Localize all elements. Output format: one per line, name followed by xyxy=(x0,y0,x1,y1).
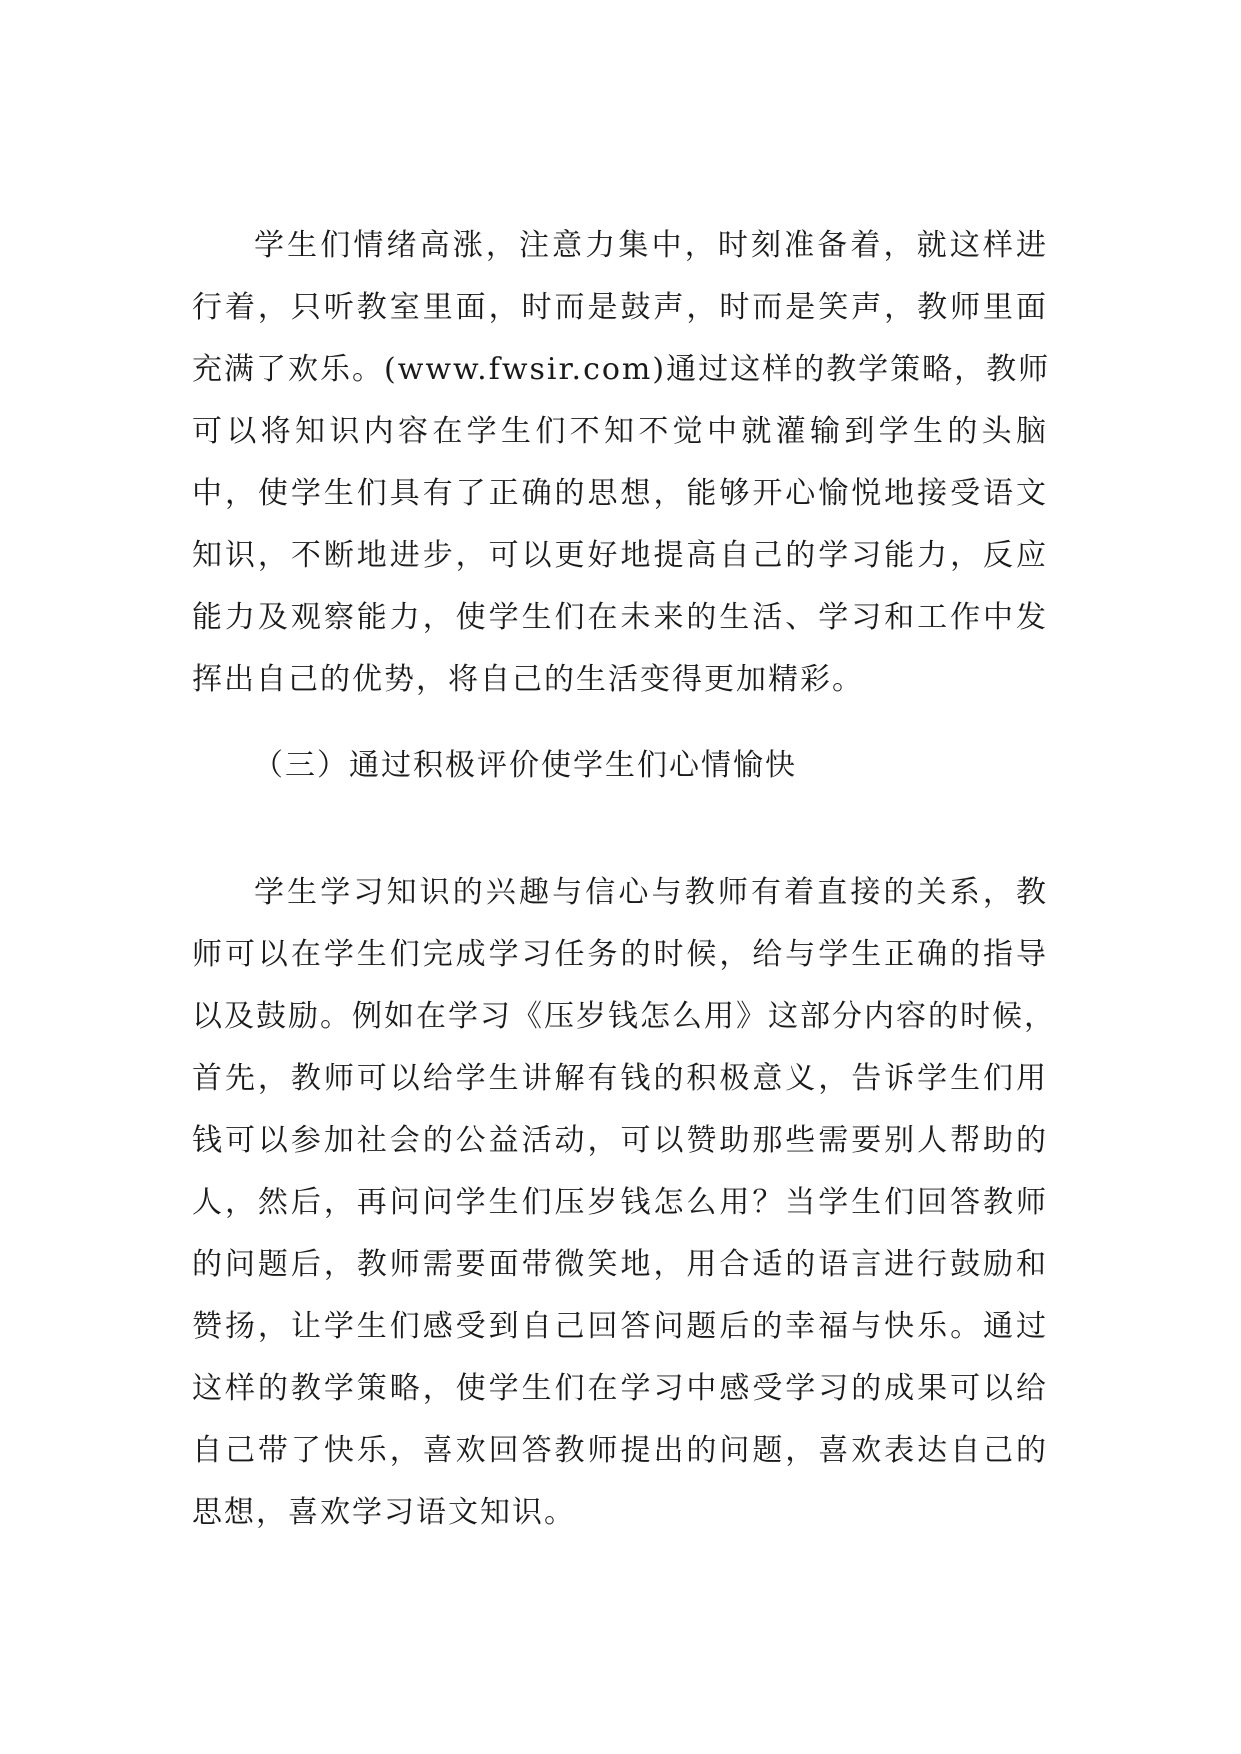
section-heading: （三）通过积极评价使学生们心情愉快 xyxy=(253,748,797,783)
paragraph-line: 以及鼓励。例如在学习《压岁钱怎么用》这部分内容的时候， xyxy=(192,999,1056,1034)
paragraph-line: 可以将知识内容在学生们不知不觉中就灌输到学生的头脑 xyxy=(192,414,1048,449)
paragraph-line: 充满了欢乐。(www.fwsir.com)通过这样的教学策略，教师 xyxy=(192,352,1051,387)
paragraph-line: 能力及观察能力，使学生们在未来的生活、学习和工作中发 xyxy=(192,600,1048,635)
paragraph-line: 中，使学生们具有了正确的思想，能够开心愉悦地接受语文 xyxy=(192,476,1048,511)
paragraph-line: 这样的教学策略，使学生们在学习中感受学习的成果可以给 xyxy=(192,1371,1048,1406)
paragraph-line: 师可以在学生们完成学习任务的时候，给与学生正确的指导 xyxy=(192,937,1048,972)
paragraph-line: 知识，不断地进步，可以更好地提高自己的学习能力，反应 xyxy=(192,538,1048,573)
paragraph-line: 学生们情绪高涨，注意力集中，时刻准备着，就这样进 xyxy=(254,228,1048,263)
body-paragraph-2 xyxy=(192,862,1056,1544)
paragraph-line: 赞扬，让学生们感受到自己回答问题后的幸福与快乐。通过 xyxy=(192,1309,1048,1344)
paragraph-line: 挥出自己的优势，将自己的生活变得更加精彩。 xyxy=(192,662,864,697)
paragraph-line: 思想，喜欢学习语文知识。 xyxy=(192,1495,576,1530)
paragraph-line: 的问题后，教师需要面带微笑地，用合适的语言进行鼓励和 xyxy=(192,1247,1048,1282)
paragraph-line: 人，然后，再问问学生们压岁钱怎么用？当学生们回答教师 xyxy=(192,1185,1048,1220)
paragraph-line: 学生学习知识的兴趣与信心与教师有着直接的关系，教 xyxy=(254,875,1048,910)
body-paragraph-1 xyxy=(192,215,1051,711)
paragraph-line: 首先，教师可以给学生讲解有钱的积极意义，告诉学生们用 xyxy=(192,1061,1048,1096)
paragraph-line: 行着，只听教室里面，时而是鼓声，时而是笑声，教师里面 xyxy=(192,290,1048,325)
paragraph-line: 钱可以参加社会的公益活动，可以赞助那些需要别人帮助的 xyxy=(192,1123,1048,1158)
paragraph-line: 自己带了快乐，喜欢回答教师提出的问题，喜欢表达自己的 xyxy=(192,1433,1048,1468)
